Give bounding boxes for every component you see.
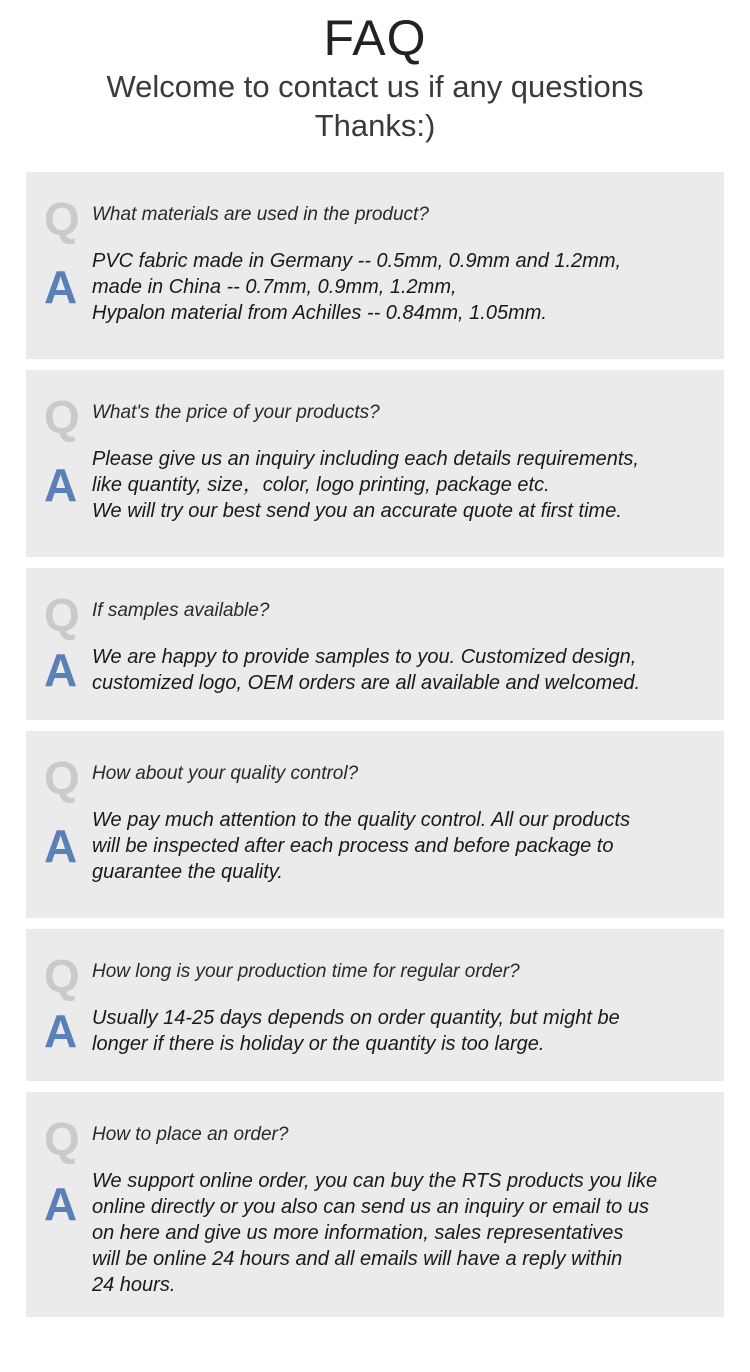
answer-line: PVC fabric made in Germany -- 0.5mm, 0.9mm and 1.2mm, xyxy=(92,250,622,272)
faq-answer xyxy=(92,248,717,326)
question-q-icon: Q xyxy=(44,589,80,641)
faq-item-quality-control xyxy=(26,731,724,918)
answer-line: longer if there is holiday or the quantity is too large. xyxy=(92,1033,545,1055)
faq-question: What materials are used in the product? xyxy=(92,204,429,225)
faq-item-samples xyxy=(26,568,724,720)
answer-line: customized logo, OEM orders are all available and welcomed. xyxy=(92,672,641,694)
answer-line: Usually 14-25 days depends on order quantity, but might be xyxy=(92,1007,620,1029)
faq-item-materials xyxy=(26,172,724,359)
question-q-icon: Q xyxy=(44,752,80,804)
answer-line: on here and give us more information, sales representatives xyxy=(92,1222,624,1244)
answer-line: online directly or you also can send us an inquiry or email to us xyxy=(92,1196,649,1218)
answer-a-icon: A xyxy=(44,459,78,511)
answer-line: guarantee the quality. xyxy=(92,861,283,883)
answer-line: like quantity, size，color, logo printing, package etc. xyxy=(92,474,550,496)
page-title: FAQ xyxy=(323,10,427,66)
faq-answer xyxy=(92,1168,717,1298)
question-q-icon: Q xyxy=(44,391,80,443)
answer-a-icon: A xyxy=(44,644,78,696)
faq-answer xyxy=(92,1005,717,1057)
faq-item-place-order xyxy=(26,1092,724,1317)
answer-a-icon: A xyxy=(44,820,78,872)
answer-line: made in China -- 0.7mm, 0.9mm, 1.2mm, xyxy=(92,276,457,298)
faq-question: How to place an order? xyxy=(92,1124,289,1145)
answer-line: 24 hours. xyxy=(92,1274,176,1296)
faq-answer xyxy=(92,807,717,885)
answer-a-icon: A xyxy=(44,1005,78,1057)
answer-line: We pay much attention to the quality control. All our products xyxy=(92,809,631,831)
faq-question: If samples available? xyxy=(92,600,270,621)
page-subtitle: Welcome to contact us if any questions xyxy=(106,69,644,104)
faq-question: What's the price of your products? xyxy=(92,402,380,423)
answer-line: will be online 24 hours and all emails will have a reply within xyxy=(92,1248,623,1270)
faq-question: How long is your production time for regular order? xyxy=(92,961,520,982)
answer-line: We are happy to provide samples to you. Customized design, xyxy=(92,646,637,668)
question-q-icon: Q xyxy=(44,950,80,1002)
faq-item-production-time xyxy=(26,929,724,1081)
question-q-icon: Q xyxy=(44,1113,80,1165)
answer-line: We will try our best send you an accurate quote at first time. xyxy=(92,500,622,522)
answer-a-icon: A xyxy=(44,1178,78,1230)
faq-answer xyxy=(92,446,717,524)
answer-line: Hypalon material from Achilles -- 0.84mm, 1.05mm. xyxy=(92,302,547,324)
thanks-text: Thanks:) xyxy=(314,108,436,143)
answer-line: We support online order, you can buy the RTS products you like xyxy=(92,1170,658,1192)
answer-a-icon: A xyxy=(44,261,78,313)
faq-answer xyxy=(92,644,717,696)
answer-line: Please give us an inquiry including each details requirements, xyxy=(92,448,639,470)
faq-item-price xyxy=(26,370,724,557)
question-q-icon: Q xyxy=(44,193,80,245)
faq-question: How about your quality control? xyxy=(92,763,359,784)
answer-line: will be inspected after each process and before package to xyxy=(92,835,614,857)
